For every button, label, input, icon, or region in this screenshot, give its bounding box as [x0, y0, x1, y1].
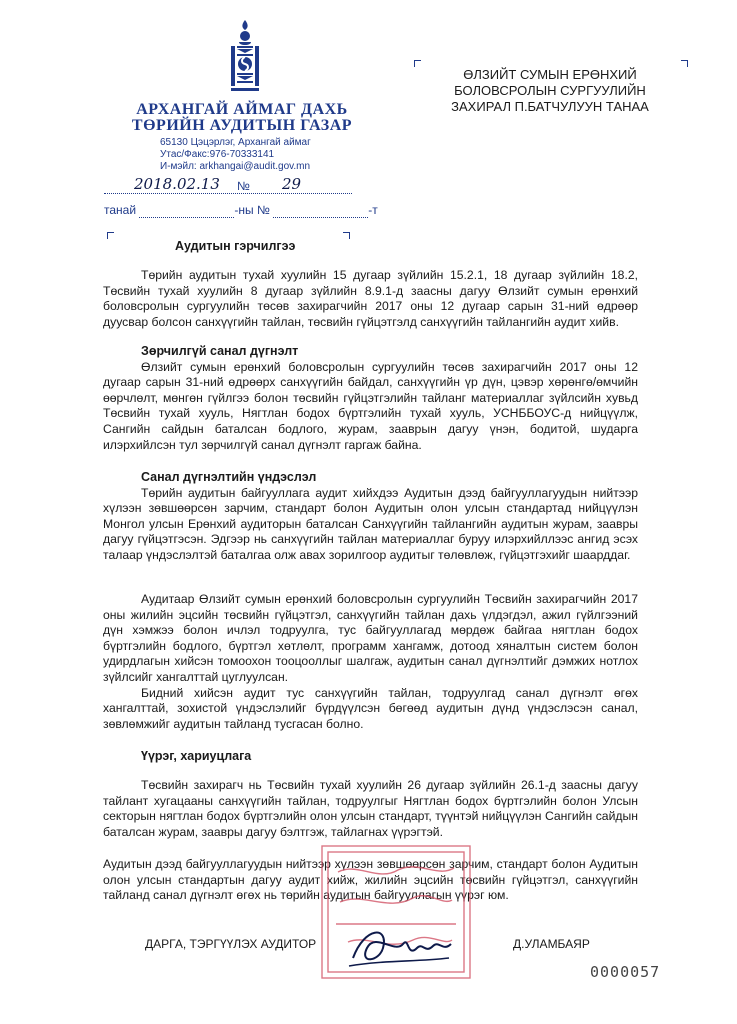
signatory-title: ДАРГА, ТЭРГҮҮЛЭХ АУДИТОР	[145, 937, 317, 951]
organization-name-line2: ТӨРИЙН АУДИТЫН ГАЗАР	[131, 117, 353, 134]
handwritten-number: 29	[282, 175, 302, 193]
page-number: 0000057	[590, 963, 661, 981]
your-no-label: -ны №	[234, 203, 270, 217]
bracket-corner	[681, 60, 688, 67]
your-number-blank	[273, 203, 368, 218]
number-label: №	[237, 179, 250, 193]
heading-responsibilities: Үүрэг, хариуцлага	[141, 749, 252, 763]
intro-paragraph	[103, 268, 638, 330]
basis-text: Төрийн аудитын байгууллага аудит хийхдээ Аудитын дээд байгууллагуудын нийтээр хүлээн зөвшөөрсөн зарчим, стандарт болон Аудитын олон улсын стандартад нийцүүлэн Монгол улсын Ерөнхий аудиторын баталсан Санхүүгийн тайлангийн аудитын журам, заавры дагуу гүйцэтгэсэн. Эдгээр нь санхүүгийн тайлан материаллаг буруу илэрхийллээс ангид эсэх талаар үндэслэлтэй баталгаа олж авах зорилгоор аудитыг төлөвлөж, гүйцэтгэхийг шаарддаг.	[103, 485, 638, 562]
addressee-line3: ЗАХИРАЛ П.БАТЧУЛУУН ТАНАА	[451, 99, 649, 114]
your-date-blank	[139, 203, 234, 218]
bracket-corner	[414, 60, 421, 67]
organization-contacts	[160, 137, 340, 173]
soyombo-emblem-icon	[228, 18, 262, 104]
letter-subject: Аудитын гэрчилгээ	[175, 239, 296, 253]
handwritten-signature	[345, 918, 455, 974]
auditor-responsibility-text: Аудитын дээд байгууллагуудын нийтээр хүлээн зөвшөөрсөн зарчим, стандарт болон Аудитын олон улсын стандартын дагуу аудит хийж, жилийн эцсийн төсвийн гүйцэтгэл, санхүүгийн тайланд санал дүгнэлт өгөх нь төрийн аудитын байгууллагын үүрэг юм.	[103, 857, 638, 903]
organization-name	[92, 102, 392, 134]
audit-scope-text: Аудитаар Өлзийт сумын ерөнхий боловсролын сургуулийн Төсвийн захирагчийн 2017 оны жилийн эцсийн төсвийн гүйцэтгэл, санхүүгийн тайлан дахь үлдэгдэл, ажил гүйлгээний дүн хэмжээ болон ичлэл тодруулга, тус байгууллагад мөрдөж байгаа нягтлан бодох бүртгэлийн бодлого, бүртгэл хөтлөлт, программ хангамж, дотоод хяналтын систем болон удирдлагын хийсэн томоохон тооцооллыг шалгаж, аудитын санал дүгнэлтийг дэмжих нотлох зүйлсийг хангалттай цуглуулсан.	[103, 592, 638, 684]
opinion-text: Өлзийт сумын ерөнхий боловсролын сургуулийн төсөв захирагчийн 2017 оны 12 дугаар сарын 31-ний өдрөөрх санхүүгийн байдал, санхүүгийн үр дүн, цэвэр хөрөнгө/өмчийн өөрчлөлт, мөнгөн гүйлгээ болон төсвийн гүйцэтгэлийн тайланг материаллаг зүйлсийн хувьд Төсвийн тухай хууль, Нягтлан бодох бүртгэлийн тухай хууль, УСНББОУС-д нийцүүлж, Сангийн сайдын баталсан бодлого, журам, зааврын дагуу үнэн, бодитой, шударга илэрхийлсэн тул зөрчилгүй санал дүгнэлт гаргаж байна.	[103, 359, 638, 452]
section-responsibilities	[103, 749, 638, 765]
organization-address: 65130 Цэцэрлэг, Архангай аймаг	[160, 137, 311, 148]
heading-basis-for-opinion: Санал дүгнэлтийн үндэслэл	[141, 470, 317, 484]
outgoing-reference	[104, 175, 354, 197]
addressee-line1: ӨЛЗИЙТ СУМЫН ЕРӨНХИЙ	[463, 67, 637, 82]
management-responsibility-text: Төсвийн захирагч нь Төсвийн тухай хуулийн 26 дугаар зүйлийн 26.1-д заасны дагуу тайлант хугацааны санхүүгийн тайлан, тодруулгыг Нягтлан бодох бүртгэлийн болон Улсын секторын нягтлан бодох бүртгэлийн олон улсын стандарт, түүнтэй нийцүүлэн Сангийн сайдын баталсан журам, заавры дагуу бэлтгэж, тайлагнах үүрэгтэй.	[103, 778, 638, 839]
addressee-block	[425, 67, 675, 115]
section-unqualified-opinion	[103, 344, 638, 453]
bracket-corner	[107, 232, 114, 239]
audit-scope-paragraph	[103, 592, 638, 732]
signatory-name: Д.УЛАМБАЯР	[513, 937, 590, 951]
organization-name-line1: АРХАНГАЙ АЙМАГ ДАХЬ	[136, 101, 348, 118]
date-line	[104, 193, 352, 194]
incoming-reference	[104, 203, 378, 218]
bracket-corner	[343, 232, 350, 239]
addressee-line2: БОЛОВСРОЛЫН СУРГУУЛИЙН	[454, 83, 646, 98]
intro-text: Төрийн аудитын тухай хуулийн 15 дугаар зүйлийн 15.2.1, 18 дугаар зүйлийн 18.2, Төсвийн тухай хуулийн 8 дугаар зүйлийн 8.9.1-д заасны дагуу Өлзийт сумын ерөнхий боловсролын сургуулийн төсөв захирагчийн 2017 оны 12 дугаар сарын 31-ний өдрөөр дуусвар болсон санхүүгийн тайлан, төсвийн гүйцэтгэлд санхүүгийн тайлангийн аудит хийв.	[103, 268, 638, 329]
organization-phone: Утас/Факс:976-70333141	[160, 149, 275, 160]
your-suffix: -т	[368, 203, 378, 217]
handwritten-date: 2018.02.13	[134, 175, 220, 193]
sufficiency-text: Бидний хийсэн аудит тус санхүүгийн тайлан, тодруулгад санал дүгнэлт өгөх хангалттай, зохистой үндэслэлийг бүрдүүлсэн бөгөөд аудитын дүнд үндэслэсэн санал, зөвлөмжийг аудитын тайланд тусгасан болно.	[103, 685, 638, 731]
your-label: танай	[104, 203, 137, 217]
heading-unqualified-opinion: Зөрчилгүй санал дүгнэлт	[141, 344, 299, 358]
section-basis-for-opinion	[103, 470, 638, 564]
organization-email: И-мэйл: arkhangai@audit.gov.mn	[160, 161, 311, 172]
management-responsibility-paragraph	[103, 778, 638, 840]
